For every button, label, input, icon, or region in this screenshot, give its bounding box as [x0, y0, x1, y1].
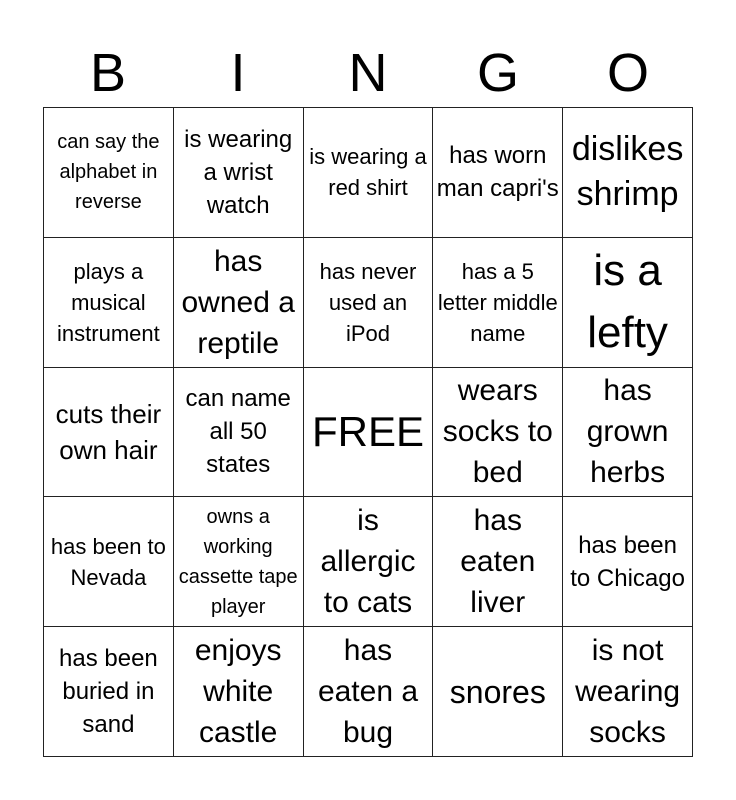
bingo-cell	[44, 627, 174, 757]
bingo-cell	[304, 627, 434, 757]
bingo-cell	[174, 627, 304, 757]
bingo-cell	[433, 368, 563, 498]
cell-text: is wearing a wrist watch	[184, 125, 293, 219]
cell-text: has owned a reptile	[181, 244, 295, 360]
bingo-cell	[563, 497, 693, 627]
bingo-cell	[174, 497, 304, 627]
cell-text: has a 5 letter middle name	[437, 258, 558, 346]
cell-text: has been to Chicago	[570, 531, 685, 592]
bingo-cell	[563, 238, 693, 368]
header-letter-g: G	[476, 43, 519, 103]
header-letter-n: N	[348, 43, 388, 103]
cell-text: is not wearing socks	[575, 634, 681, 750]
cell-text: snores	[449, 673, 546, 710]
cell-text: is a lefty	[587, 246, 668, 358]
cell-text: has been to Nevada	[50, 533, 166, 590]
bingo-cell	[174, 368, 304, 498]
cell-text: has never used an iPod	[319, 258, 417, 346]
cell-text: cuts their own hair	[55, 398, 162, 465]
cell-text: is wearing a red shirt	[309, 144, 427, 201]
bingo-cell	[563, 108, 693, 238]
bingo-cell	[174, 108, 304, 238]
header-letter-o: O	[606, 43, 649, 103]
bingo-grid	[43, 107, 693, 757]
bingo-cell	[433, 497, 563, 627]
header-letter-i: I	[230, 43, 246, 103]
bingo-cell	[44, 497, 174, 627]
cell-text: wears socks to bed	[442, 374, 553, 490]
cell-text: can name all 50 states	[185, 385, 291, 479]
bingo-cell	[304, 238, 434, 368]
cell-text: owns a working cassette tape player	[178, 505, 298, 618]
bingo-cell	[174, 238, 304, 368]
cell-text: plays a musical instrument	[57, 258, 160, 346]
bingo-cell	[44, 108, 174, 238]
cell-text: has been buried in sand	[59, 645, 158, 739]
bingo-cell	[433, 627, 563, 757]
bingo-cell	[433, 108, 563, 238]
bingo-cell	[304, 497, 434, 627]
bingo-cell	[433, 238, 563, 368]
header-letter-b: B	[89, 43, 127, 103]
bingo-cell	[304, 108, 434, 238]
bingo-cell	[44, 368, 174, 498]
cell-text: enjoys white castle	[194, 634, 282, 750]
free-space	[304, 368, 434, 498]
cell-text: FREE	[311, 407, 424, 455]
cell-text: is allergic to cats	[320, 504, 416, 620]
bingo-cell	[563, 368, 693, 498]
bingo-cell	[44, 238, 174, 368]
cell-text: has grown herbs	[586, 374, 669, 490]
cell-text: dislikes shrimp	[571, 130, 684, 214]
bingo-cell	[563, 627, 693, 757]
bingo-header	[43, 38, 693, 108]
cell-text: has worn man capri's	[436, 142, 559, 203]
cell-text: has eaten liver	[460, 504, 536, 620]
cell-text: has eaten a bug	[317, 634, 419, 750]
cell-text: can say the alphabet in reverse	[57, 131, 160, 214]
